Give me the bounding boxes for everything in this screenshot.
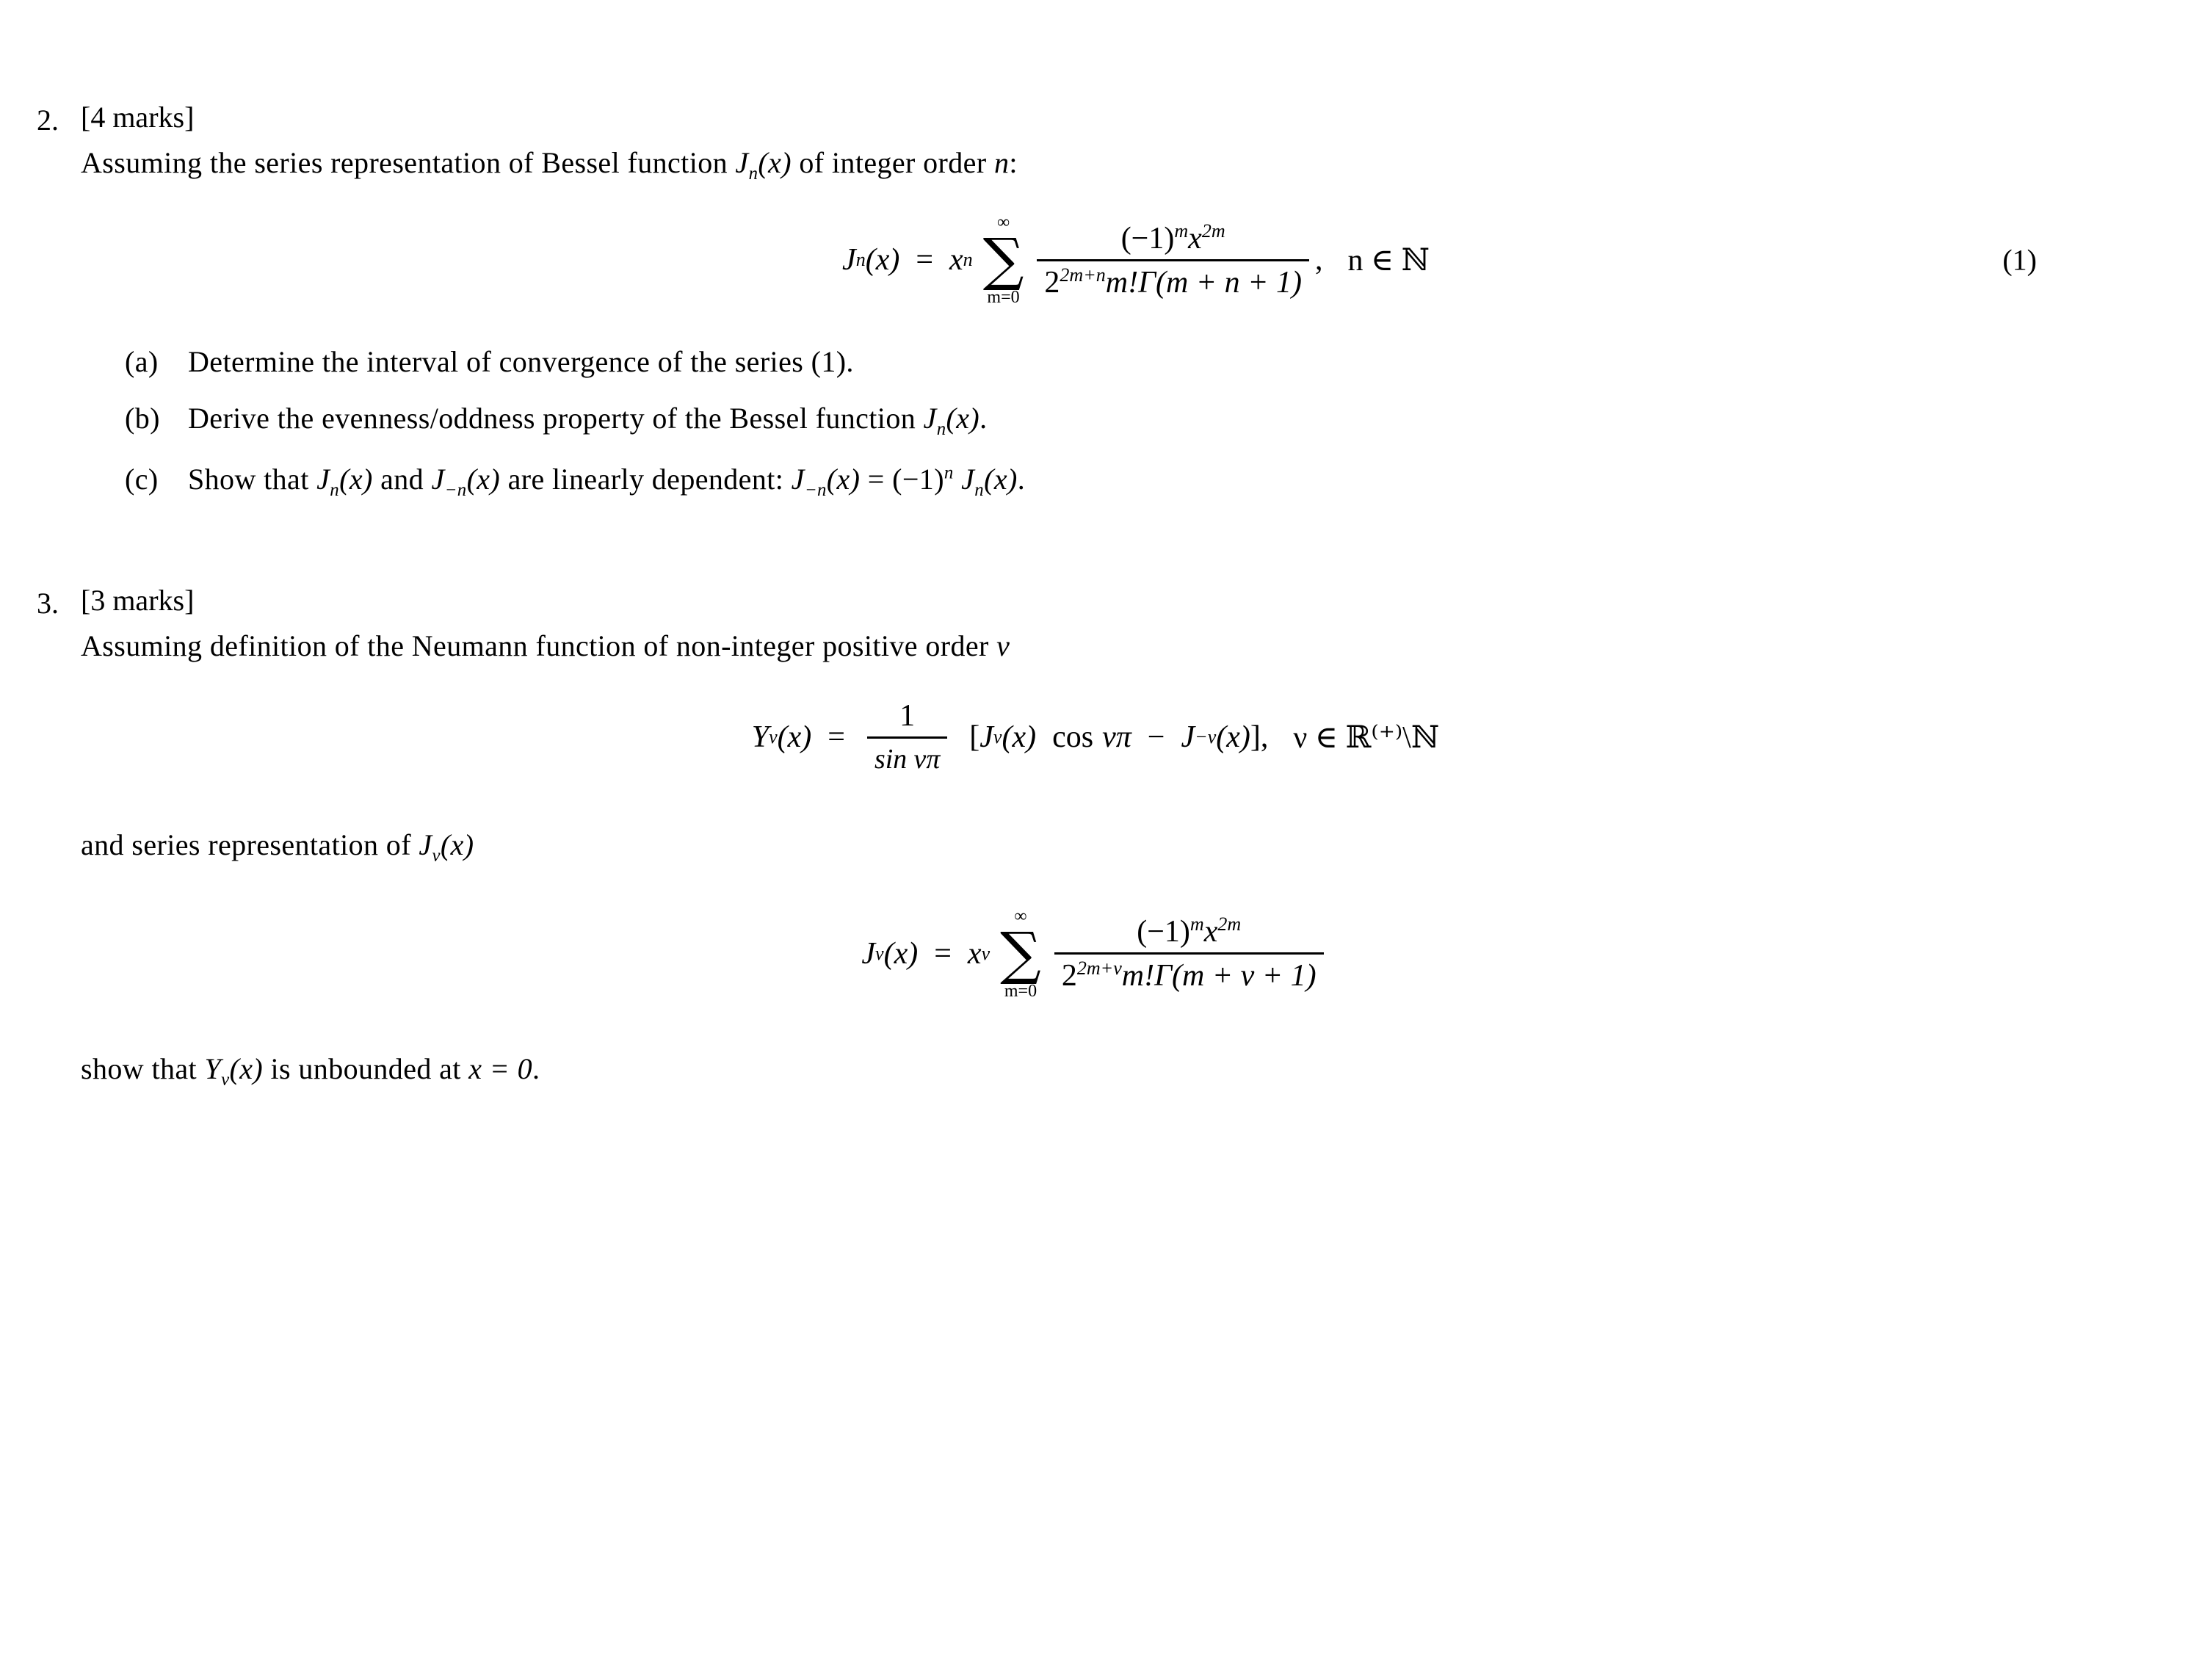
closing-prefix: show that [81, 1051, 205, 1085]
eqS-num-sign: (−1) [1137, 915, 1190, 949]
bessel-argument: (x) [758, 146, 792, 179]
problem-3-middle-text [81, 828, 2191, 866]
closing-symbol-Y: Y [204, 1051, 222, 1085]
equation-1 [81, 214, 2191, 306]
bessel-order-subscript: n [748, 164, 758, 184]
subpart-b-label: (b) [125, 402, 160, 435]
problem-2-subparts [125, 344, 2191, 501]
eqN-den-value: sin νπ [874, 743, 941, 775]
eqS-sigma-icon: ∑ [1000, 920, 1041, 987]
eqS-equals: = [934, 936, 952, 971]
subpart-b-symbol-n: n [936, 419, 946, 440]
problem-3-body [81, 586, 2191, 663]
problem-3-number: 3. [37, 587, 59, 620]
eqS-sum-lower-limit: m=0 [1004, 981, 1037, 1001]
eqN-bracket-open: [ [969, 720, 980, 755]
equation-neumann-row [752, 699, 1439, 776]
eqS-den-exp: 2m+ν [1076, 957, 1122, 980]
bessel-symbol: J [735, 146, 749, 179]
eq1-lhs: J [842, 243, 856, 278]
eqS-prefactor: x [967, 936, 982, 971]
subpart-b [125, 401, 2191, 440]
problem-3-statement [81, 629, 2191, 663]
order-symbol-n: n [993, 146, 1010, 179]
eqN-term2: J [1181, 720, 1195, 755]
subpart-b-symbol-J: J [923, 402, 937, 435]
problem-2-statement-prefix: Assuming the series representation of Bessel function [81, 146, 736, 179]
eqS-fraction [1054, 913, 1324, 993]
closing-symbol-nu: ν [221, 1069, 230, 1090]
subpart-b-text-suffix: . [979, 402, 988, 435]
eq1-den-exp: 2m+n [1060, 264, 1106, 286]
closing-symbol-arg: (x) [229, 1051, 264, 1085]
eqN-condition: ν ∈ ℝ⁽⁺⁾\ℕ [1293, 721, 1440, 756]
subpart-c-label: (c) [125, 463, 159, 496]
eqN-term1: J [979, 720, 993, 755]
middle-symbol-nu: ν [432, 845, 441, 866]
eqN-term2-arg: (x) [1216, 720, 1250, 755]
eq1-lhs-arg: (x) [865, 243, 900, 278]
equation-neumann [0, 699, 2191, 776]
subpart-b-text [188, 401, 2191, 440]
eqS-num-exp-2m: 2m [1217, 913, 1242, 935]
problem-3-closing-text [81, 1051, 2191, 1090]
eq1-fraction [1037, 220, 1309, 300]
subpart-a [125, 344, 2191, 379]
problem-2-body [81, 103, 2191, 501]
problem-2-statement [81, 145, 2191, 184]
eq1-num-sign: (−1) [1120, 221, 1175, 256]
eqS-num-x: x [1203, 915, 1218, 949]
problem-3 [0, 586, 2191, 663]
eqN-comma: , [1260, 720, 1269, 755]
eqN-minus: − [1147, 720, 1165, 755]
subpart-a-text: Determine the interval of convergence of the series (1). [188, 345, 854, 379]
eq1-sigma-icon: ∑ [982, 227, 1024, 294]
eqS-num-exp-m: m [1189, 913, 1204, 935]
eqS-lhs: J [861, 936, 876, 971]
eqN-lhs-sub: ν [769, 726, 778, 748]
problem-3-middle-prefix: and series representation of [81, 828, 419, 861]
eqN-lhs-arg: (x) [777, 720, 812, 755]
eq1-den-base: 2 [1044, 265, 1060, 300]
eqN-term1-sub: ν [993, 726, 1002, 748]
eqS-lhs-arg: (x) [883, 936, 919, 971]
eqN-fraction [867, 699, 947, 776]
equation-series-nu-row [861, 908, 1329, 1000]
eq1-numerator [1114, 220, 1233, 259]
problem-3-statement-text: Assuming definition of the Neumann function of non-integer positive order [81, 629, 997, 663]
eqS-prefactor-exponent: ν [981, 942, 991, 964]
subpart-c [125, 462, 2191, 501]
subpart-c-text: Show that $J_n(x)$ and $J_{-n}(x)$ are linearly dependent: $J_{-n}(x) = (-1)^n$ $J_n(x)$. [188, 463, 1026, 501]
eq1-sum-lower-limit: m=0 [987, 288, 1020, 308]
eq1-prefactor: x [949, 243, 963, 278]
eq1-prefactor-exponent: n [963, 249, 973, 271]
eq1-comma: , [1314, 243, 1323, 278]
eqN-lhs: Y [751, 720, 769, 755]
closing-mid: is unbounded at [263, 1051, 469, 1085]
eqS-numerator [1129, 913, 1248, 952]
top-spacer [0, 0, 2191, 103]
problem-3-marks: [3 marks] [81, 584, 195, 618]
eqN-term1-arg: (x) [1002, 720, 1037, 755]
eqN-numerator [892, 699, 922, 736]
eqN-num-value: 1 [899, 698, 916, 733]
equation-1-row [842, 214, 1430, 306]
eqS-lhs-sub: ν [875, 942, 884, 964]
equation-1-tag: (1) [2002, 243, 2037, 277]
spacer-after-series [0, 1022, 2191, 1051]
eqS-denominator [1054, 955, 1324, 993]
eqS-den-base: 2 [1061, 959, 1077, 993]
closing-condition: x = 0 [468, 1051, 532, 1085]
eqN-equals: = [827, 720, 845, 755]
problem-2 [0, 103, 2191, 501]
eq1-num-exp-2m: 2m [1201, 220, 1225, 242]
eq1-denominator [1037, 261, 1309, 300]
equation-series-nu [0, 908, 2191, 1000]
eq1-den-rest: m!Γ(m + n + 1) [1105, 265, 1302, 300]
eq1-num-exp-m: m [1174, 220, 1189, 242]
eqN-term2-sub: −ν [1195, 726, 1217, 748]
eqN-cos: cos [1052, 720, 1094, 755]
problem-2-statement-colon: : [1009, 146, 1018, 179]
subpart-b-symbol-arg: (x) [946, 402, 980, 435]
middle-symbol-arg: (x) [440, 828, 474, 861]
eqS-summation [1000, 908, 1041, 1000]
eq1-num-x: x [1188, 221, 1202, 256]
eq1-sum-upper-limit: ∞ [996, 213, 1010, 233]
eqN-bracket-close: ] [1250, 720, 1261, 755]
eq1-condition: n ∈ ℕ [1347, 244, 1430, 278]
problem-2-marks: [4 marks] [81, 101, 195, 134]
eq1-equals: = [916, 243, 934, 278]
eqS-den-rest: m!Γ(m + ν + 1) [1121, 959, 1317, 993]
eqN-cos-arg: νπ [1102, 720, 1131, 755]
closing-suffix: . [532, 1051, 540, 1085]
order-symbol-nu: ν [996, 629, 1010, 663]
spacer-after-neumann [0, 798, 2191, 828]
eq1-lhs-sub: n [855, 249, 866, 271]
subpart-b-text-prefix: Derive the evenness/oddness property of the Bessel function [188, 402, 924, 435]
section-spacer [0, 523, 2191, 586]
problem-2-number: 2. [37, 104, 59, 137]
eqS-sum-upper-limit: ∞ [1014, 906, 1027, 926]
problem-2-statement-suffix: of integer order [791, 146, 994, 179]
middle-symbol-J: J [419, 828, 432, 861]
subpart-a-label: (a) [125, 345, 159, 379]
eq1-summation [983, 214, 1024, 306]
eqN-denominator [867, 739, 947, 776]
